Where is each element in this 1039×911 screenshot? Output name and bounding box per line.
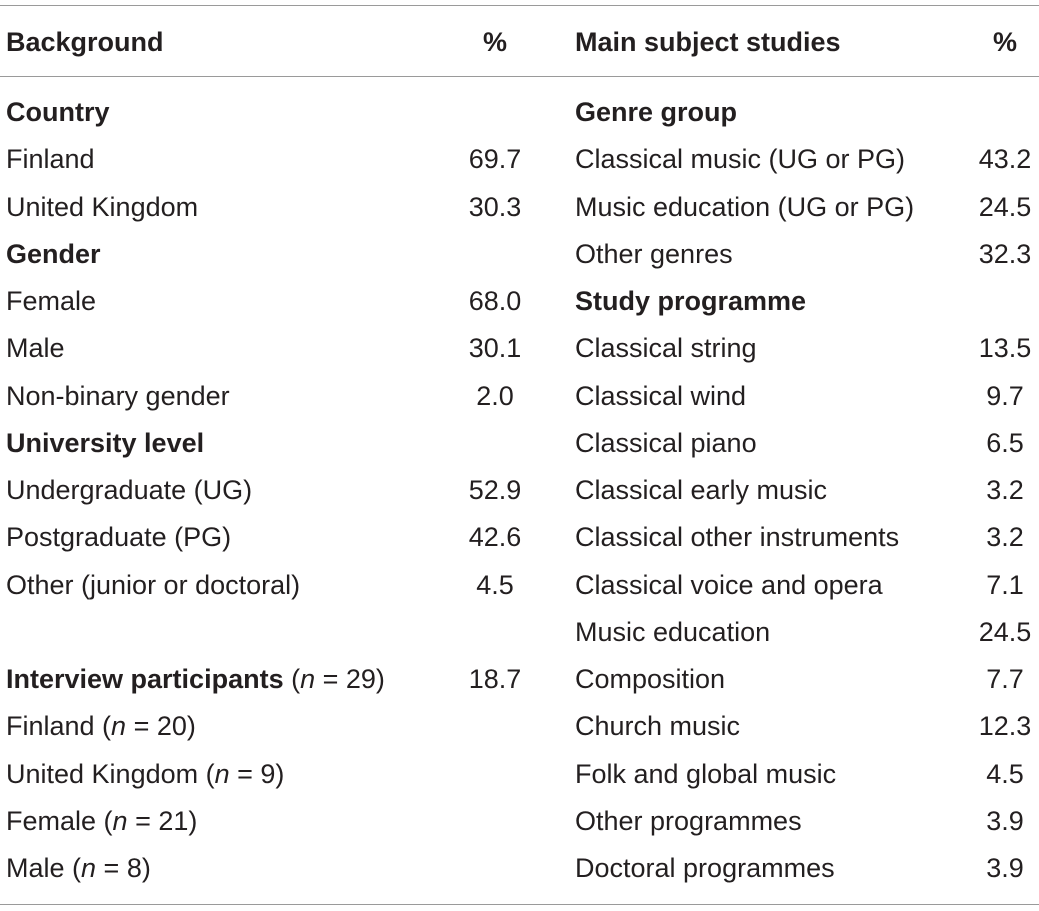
row-percent-value: 30.1 (468, 333, 522, 364)
row-label: Classical music (UG or PG) (575, 144, 906, 175)
row-label: Finland (6, 144, 95, 175)
row-percent-value: 3.9 (986, 805, 1024, 836)
row-label: Classical string (575, 333, 757, 364)
row-percent-value: 2.0 (476, 380, 514, 411)
header-percent-left: % (482, 27, 507, 57)
row-label: Other programmes (575, 805, 802, 836)
row-label: Classical other instruments (575, 522, 900, 553)
row-percent-value: 30.3 (468, 191, 522, 222)
row-label: Classical early music (575, 475, 828, 505)
row-label: Composition (575, 664, 726, 694)
row-percent-value: 3.2 (986, 475, 1024, 505)
row-percent-value: 4.5 (476, 569, 514, 600)
row-label: Non-binary gender (6, 380, 230, 411)
row-label: Male (6, 333, 65, 364)
interview-subgroup-label: United Kingdom (n = 9) (6, 758, 285, 789)
section-heading: Country (6, 97, 110, 127)
row-percent-value: 24.5 (978, 616, 1032, 647)
section-heading: University level (6, 427, 205, 458)
row-label: Female (6, 286, 97, 316)
row-label: Music education (575, 616, 771, 647)
row-percent-value: 12.3 (978, 711, 1032, 742)
row-percent-value: 69.7 (468, 144, 522, 175)
section-heading: Study programme (575, 286, 807, 316)
section-heading: Gender (6, 238, 101, 269)
row-percent-value: 42.6 (468, 522, 522, 553)
interview-subgroup-label: Female (n = 21) (6, 805, 198, 836)
row-label: Other (junior or doctoral) (6, 569, 301, 600)
row-label: Postgraduate (PG) (6, 522, 232, 553)
interview-subgroup-label: Male (n = 8) (6, 853, 151, 883)
row-percent-value: 24.5 (978, 191, 1032, 222)
row-percent-value: 9.7 (986, 380, 1024, 411)
row-label: Undergraduate (UG) (6, 475, 253, 505)
row-percent-value: 4.5 (986, 758, 1024, 789)
row-percent-value: 3.9 (986, 853, 1024, 883)
row-label: Music education (UG or PG) (575, 191, 915, 222)
table-top-rule (0, 5, 1039, 6)
interview-subgroup-label: Finland (n = 20) (6, 711, 196, 742)
row-percent-value: 68.0 (468, 286, 522, 316)
header-main-subject-studies: Main subject studies (575, 27, 841, 57)
interview-participants-value: 18.7 (468, 664, 522, 694)
interview-participants-label: Interview participants (n = 29) (6, 664, 385, 694)
row-percent-value: 6.5 (986, 427, 1024, 458)
row-percent-value: 7.7 (986, 664, 1024, 694)
row-label: United Kingdom (6, 191, 199, 222)
row-label: Church music (575, 711, 741, 742)
table-header-rule (0, 76, 1039, 77)
header-percent-right: % (992, 27, 1017, 57)
row-label: Other genres (575, 238, 733, 269)
header-background: Background (6, 27, 164, 57)
row-percent-value: 43.2 (978, 144, 1032, 175)
row-label: Classical piano (575, 427, 757, 458)
row-label: Classical wind (575, 380, 747, 411)
row-label: Folk and global music (575, 758, 837, 789)
row-percent-value: 52.9 (468, 475, 522, 505)
row-percent-value: 13.5 (978, 333, 1032, 364)
row-percent-value: 32.3 (978, 238, 1032, 269)
row-percent-value: 3.2 (986, 522, 1024, 553)
row-percent-value: 7.1 (986, 569, 1024, 600)
table-bottom-rule (0, 904, 1039, 905)
row-label: Classical voice and opera (575, 569, 883, 600)
interview-participants-title: Interview participants (6, 664, 284, 694)
section-heading: Genre group (575, 97, 738, 127)
row-label: Doctoral programmes (575, 853, 835, 883)
